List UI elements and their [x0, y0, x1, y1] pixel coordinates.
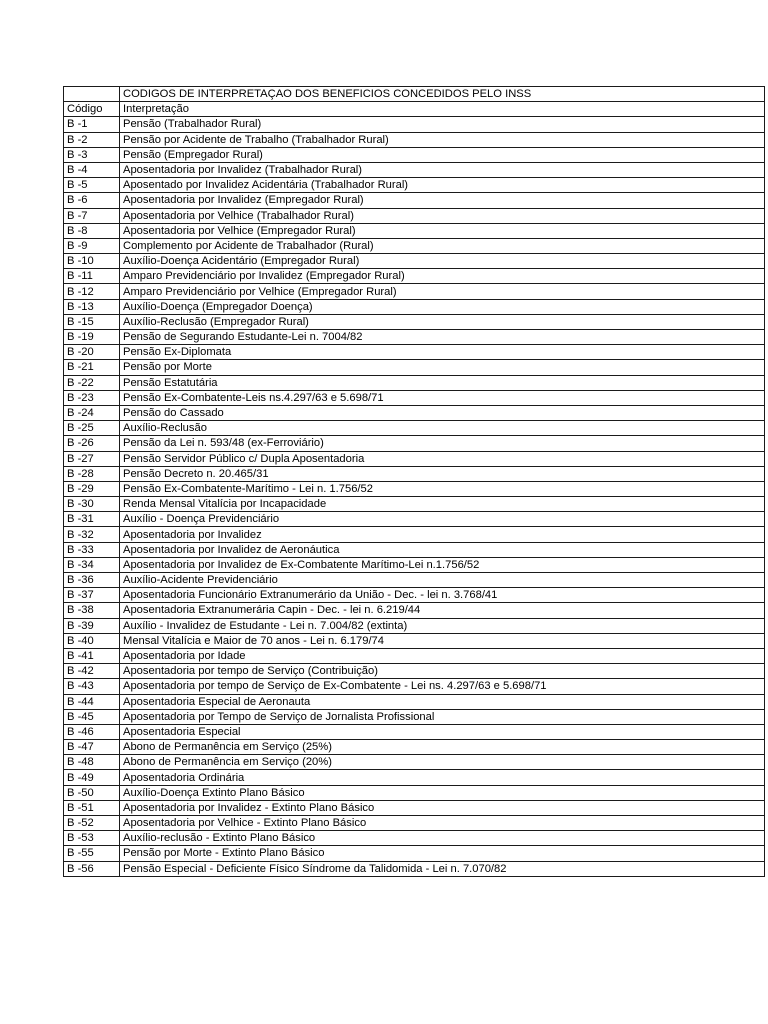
benefit-code-cell: B -34: [64, 557, 120, 572]
benefit-interpretation-cell: Amparo Previdenciário por Velhice (Empregador Rural): [120, 284, 765, 299]
benefit-interpretation-cell: Aposentadoria por Invalidez (Empregador Rural): [120, 193, 765, 208]
benefit-code-cell: B -26: [64, 436, 120, 451]
table-row: [64, 527, 765, 542]
benefit-interpretation-cell: Aposentadoria por Velhice - Extinto Plano Básico: [120, 816, 765, 831]
table-row: [64, 162, 765, 177]
benefit-interpretation-cell: Amparo Previdenciário por Invalidez (Empregador Rural): [120, 269, 765, 284]
table-row: [64, 831, 765, 846]
table-row: [64, 436, 765, 451]
table-row: [64, 345, 765, 360]
table-row: [64, 618, 765, 633]
benefit-code-cell: B -13: [64, 299, 120, 314]
table-row: [64, 178, 765, 193]
benefits-table: [63, 86, 765, 877]
benefit-interpretation-cell: Aposentadoria por Invalidez de Aeronáutica: [120, 542, 765, 557]
benefit-code-cell: B -20: [64, 345, 120, 360]
table-row: [64, 238, 765, 253]
benefit-code-cell: B -38: [64, 603, 120, 618]
table-row: [64, 390, 765, 405]
benefit-code-cell: B -28: [64, 466, 120, 481]
benefit-interpretation-cell: Pensão do Cassado: [120, 405, 765, 420]
benefit-interpretation-cell: Aposentadoria Ordinária: [120, 770, 765, 785]
benefit-code-cell: B -1: [64, 117, 120, 132]
benefit-interpretation-cell: Aposentado por Invalidez Acidentária (Trabalhador Rural): [120, 178, 765, 193]
benefit-code-cell: B -11: [64, 269, 120, 284]
table-row: [64, 223, 765, 238]
table-row: [64, 755, 765, 770]
benefit-interpretation-cell: Pensão de Segurando Estudante-Lei n. 7004/82: [120, 330, 765, 345]
benefit-interpretation-cell: Aposentadoria Especial de Aeronauta: [120, 694, 765, 709]
benefit-code-cell: B -41: [64, 648, 120, 663]
benefit-interpretation-cell: Pensão Ex-Combatente-Leis ns.4.297/63 e 5.698/71: [120, 390, 765, 405]
benefit-interpretation-cell: Pensão Ex-Diplomata: [120, 345, 765, 360]
table-row: [64, 846, 765, 861]
benefit-code-cell: B -4: [64, 162, 120, 177]
table-row: [64, 664, 765, 679]
benefit-code-cell: B -23: [64, 390, 120, 405]
table-row: [64, 724, 765, 739]
table-row: [64, 573, 765, 588]
table-row: [64, 512, 765, 527]
benefit-interpretation-cell: Abono de Permanência em Serviço (25%): [120, 740, 765, 755]
benefits-table-body: [64, 87, 765, 877]
benefit-code-cell: B -51: [64, 800, 120, 815]
benefit-interpretation-cell: Aposentadoria por Velhice (Trabalhador Rural): [120, 208, 765, 223]
title-blank-cell: [64, 87, 120, 102]
benefit-interpretation-cell: Pensão Decreto n. 20.465/31: [120, 466, 765, 481]
table-row: [64, 740, 765, 755]
benefit-code-cell: B -53: [64, 831, 120, 846]
benefit-code-cell: B -44: [64, 694, 120, 709]
benefit-interpretation-cell: Auxílio-Doença Acidentário (Empregador Rural): [120, 254, 765, 269]
benefit-code-cell: B -37: [64, 588, 120, 603]
benefit-code-cell: B -2: [64, 132, 120, 147]
benefit-code-cell: B -19: [64, 330, 120, 345]
benefit-code-cell: B -56: [64, 861, 120, 876]
benefit-code-cell: B -12: [64, 284, 120, 299]
table-row: [64, 481, 765, 496]
benefit-code-cell: B -8: [64, 223, 120, 238]
table-row: [64, 557, 765, 572]
benefit-code-cell: B -7: [64, 208, 120, 223]
table-row: [64, 770, 765, 785]
table-row: [64, 147, 765, 162]
benefit-code-cell: B -5: [64, 178, 120, 193]
benefit-interpretation-cell: Pensão Estatutária: [120, 375, 765, 390]
benefit-code-cell: B -15: [64, 314, 120, 329]
benefit-interpretation-cell: Aposentadoria por Invalidez (Trabalhador Rural): [120, 162, 765, 177]
table-row: [64, 421, 765, 436]
benefit-interpretation-cell: Pensão por Morte - Extinto Plano Básico: [120, 846, 765, 861]
benefit-interpretation-cell: Auxílio - Doença Previdenciário: [120, 512, 765, 527]
benefit-interpretation-cell: Auxílio-Doença (Empregador Doença): [120, 299, 765, 314]
table-row: [64, 117, 765, 132]
benefit-code-cell: B -47: [64, 740, 120, 755]
table-row: [64, 208, 765, 223]
benefit-code-cell: B -46: [64, 724, 120, 739]
table-row: [64, 451, 765, 466]
benefit-interpretation-cell: Aposentadoria Funcionário Extranumerário da União - Dec. - lei n. 3.768/41: [120, 588, 765, 603]
benefit-interpretation-cell: Auxílio-reclusão - Extinto Plano Básico: [120, 831, 765, 846]
benefit-interpretation-cell: Pensão (Empregador Rural): [120, 147, 765, 162]
table-row: [64, 679, 765, 694]
benefit-interpretation-cell: Aposentadoria por tempo de Serviço de Ex-Combatente - Lei ns. 4.297/63 e 5.698/71: [120, 679, 765, 694]
table-row: [64, 375, 765, 390]
benefit-code-cell: B -29: [64, 481, 120, 496]
benefit-code-cell: B -48: [64, 755, 120, 770]
benefit-code-cell: B -39: [64, 618, 120, 633]
benefit-interpretation-cell: Renda Mensal Vitalícia por Incapacidade: [120, 497, 765, 512]
benefit-interpretation-cell: Aposentadoria por Invalidez - Extinto Plano Básico: [120, 800, 765, 815]
header-row: [64, 102, 765, 117]
benefit-interpretation-cell: Pensão da Lei n. 593/48 (ex-Ferroviário): [120, 436, 765, 451]
benefit-code-cell: B -6: [64, 193, 120, 208]
benefit-code-cell: B -33: [64, 542, 120, 557]
table-row: [64, 816, 765, 831]
table-row: [64, 588, 765, 603]
table-row: [64, 284, 765, 299]
benefit-interpretation-cell: Pensão (Trabalhador Rural): [120, 117, 765, 132]
benefit-code-cell: B -50: [64, 785, 120, 800]
title-row: [64, 87, 765, 102]
benefit-code-cell: B -3: [64, 147, 120, 162]
benefit-interpretation-cell: Aposentadoria Especial: [120, 724, 765, 739]
benefit-interpretation-cell: Auxílio-Reclusão (Empregador Rural): [120, 314, 765, 329]
benefit-code-cell: B -32: [64, 527, 120, 542]
table-row: [64, 466, 765, 481]
table-row: [64, 542, 765, 557]
table-title: CODIGOS DE INTERPRETAÇAO DOS BENEFICIOS CONCEDIDOS PELO INSS: [120, 87, 765, 102]
benefit-interpretation-cell: Aposentadoria por tempo de Serviço (Contribuição): [120, 664, 765, 679]
benefit-code-cell: B -55: [64, 846, 120, 861]
benefit-code-cell: B -49: [64, 770, 120, 785]
table-row: [64, 800, 765, 815]
benefit-interpretation-cell: Pensão Servidor Público c/ Dupla Aposentadoria: [120, 451, 765, 466]
benefit-code-cell: B -22: [64, 375, 120, 390]
benefit-interpretation-cell: Aposentadoria por Invalidez: [120, 527, 765, 542]
benefit-code-cell: B -31: [64, 512, 120, 527]
benefit-interpretation-cell: Aposentadoria por Invalidez de Ex-Combatente Marítimo-Lei n.1.756/52: [120, 557, 765, 572]
benefit-interpretation-cell: Aposentadoria por Tempo de Serviço de Jornalista Profissional: [120, 709, 765, 724]
benefit-code-cell: B -40: [64, 633, 120, 648]
benefit-code-cell: B -27: [64, 451, 120, 466]
benefit-interpretation-cell: Aposentadoria por Velhice (Empregador Rural): [120, 223, 765, 238]
table-row: [64, 633, 765, 648]
benefit-interpretation-cell: Auxílio-Doença Extinto Plano Básico: [120, 785, 765, 800]
benefit-interpretation-cell: Abono de Permanência em Serviço (20%): [120, 755, 765, 770]
benefit-interpretation-cell: Pensão por Morte: [120, 360, 765, 375]
table-row: [64, 861, 765, 876]
benefit-interpretation-cell: Complemento por Acidente de Trabalhador (Rural): [120, 238, 765, 253]
table-row: [64, 132, 765, 147]
benefit-interpretation-cell: Pensão Especial - Deficiente Físico Síndrome da Talidomida - Lei n. 7.070/82: [120, 861, 765, 876]
table-row: [64, 193, 765, 208]
table-row: [64, 785, 765, 800]
benefit-interpretation-cell: Auxílio-Acidente Previdenciário: [120, 573, 765, 588]
benefit-interpretation-cell: Pensão por Acidente de Trabalho (Trabalhador Rural): [120, 132, 765, 147]
table-row: [64, 405, 765, 420]
benefit-interpretation-cell: Auxílio-Reclusão: [120, 421, 765, 436]
benefit-code-cell: B -45: [64, 709, 120, 724]
table-row: [64, 648, 765, 663]
table-row: [64, 254, 765, 269]
benefit-interpretation-cell: Pensão Ex-Combatente-Marítimo - Lei n. 1.756/52: [120, 481, 765, 496]
benefit-code-cell: B -43: [64, 679, 120, 694]
column-header-code: Código: [64, 102, 120, 117]
table-row: [64, 603, 765, 618]
table-row: [64, 694, 765, 709]
benefit-interpretation-cell: Aposentadoria Extranumerária Capin - Dec. - lei n. 6.219/44: [120, 603, 765, 618]
table-row: [64, 269, 765, 284]
table-row: [64, 497, 765, 512]
table-row: [64, 330, 765, 345]
benefit-code-cell: B -25: [64, 421, 120, 436]
benefit-interpretation-cell: Mensal Vitalícia e Maior de 70 anos - Lei n. 6.179/74: [120, 633, 765, 648]
benefit-code-cell: B -36: [64, 573, 120, 588]
benefit-interpretation-cell: Aposentadoria por Idade: [120, 648, 765, 663]
table-row: [64, 314, 765, 329]
benefit-code-cell: B -30: [64, 497, 120, 512]
table-row: [64, 299, 765, 314]
benefit-code-cell: B -9: [64, 238, 120, 253]
column-header-interpretation: Interpretação: [120, 102, 765, 117]
benefit-code-cell: B -52: [64, 816, 120, 831]
table-row: [64, 360, 765, 375]
benefit-code-cell: B -21: [64, 360, 120, 375]
table-row: [64, 709, 765, 724]
benefit-code-cell: B -42: [64, 664, 120, 679]
benefit-code-cell: B -24: [64, 405, 120, 420]
benefit-code-cell: B -10: [64, 254, 120, 269]
benefit-interpretation-cell: Auxílio - Invalidez de Estudante - Lei n. 7.004/82 (extinta): [120, 618, 765, 633]
